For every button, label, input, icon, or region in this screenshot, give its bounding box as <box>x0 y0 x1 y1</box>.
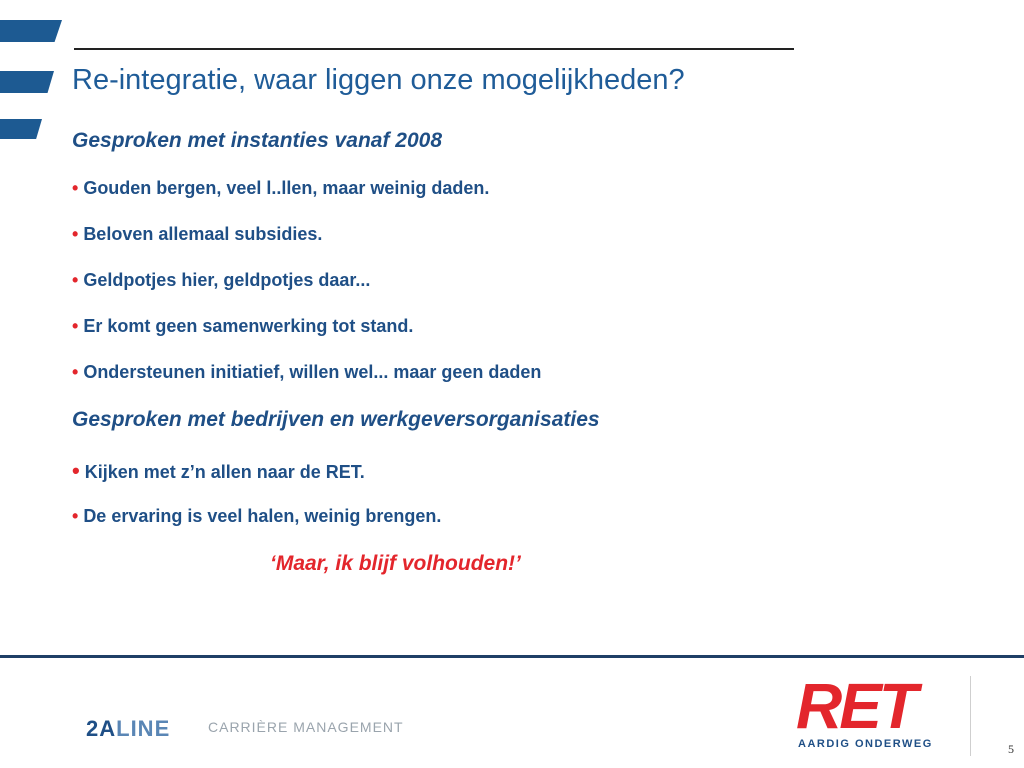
2aline-logo-rest: LINE <box>116 716 171 741</box>
bullet-text: Ondersteunen initiatief, willen wel... maar geen daden <box>83 362 542 382</box>
bullet-item <box>72 506 441 527</box>
bullet-dot: • <box>72 224 79 244</box>
bullet-item <box>72 224 322 245</box>
ret-logo <box>796 670 976 752</box>
page-number: 5 <box>1008 742 1014 756</box>
title-rule <box>74 48 794 50</box>
bullet-dot: • <box>72 458 80 483</box>
ret-logo-tagline: AARDIG ONDERWEG <box>798 738 933 750</box>
bullet-text: Geldpotjes hier, geldpotjes daar... <box>83 270 371 290</box>
bullet-text: Gouden bergen, veel l..llen, maar weinig daden. <box>83 178 490 198</box>
decorative-bar-middle <box>0 71 54 93</box>
bullet-dot: • <box>72 270 79 290</box>
2aline-tagline: CARRIÈRE MANAGEMENT <box>208 719 404 735</box>
slide-title: Re-integratie, waar liggen onze mogelijkheden? <box>72 64 685 96</box>
footer-rule <box>0 655 1024 658</box>
bullet-item <box>72 316 413 337</box>
decorative-bar-top <box>0 20 62 42</box>
bullet-item <box>72 458 365 484</box>
bullet-item <box>72 270 370 291</box>
bullet-text: Kijken met z’n allen naar de RET. <box>84 462 365 482</box>
2aline-logo-main: 2A <box>86 716 117 741</box>
bullet-item <box>72 362 541 383</box>
bullet-text: De ervaring is veel halen, weinig brengen. <box>83 506 442 526</box>
closing-quote: ‘Maar, ik blijf volhouden!’ <box>270 552 521 575</box>
section-heading-instanties: Gesproken met instanties vanaf 2008 <box>72 129 442 152</box>
footer-divider <box>970 676 971 756</box>
bullet-dot: • <box>72 506 79 526</box>
bullet-text: Beloven allemaal subsidies. <box>83 224 323 244</box>
bullet-dot: • <box>72 178 79 198</box>
bullet-dot: • <box>72 316 79 336</box>
decorative-bar-bottom <box>0 119 42 139</box>
section-heading-bedrijven: Gesproken met bedrijven en werkgeversorganisaties <box>72 408 600 431</box>
2aline-logo <box>86 716 170 742</box>
bullet-dot: • <box>72 362 79 382</box>
bullet-text: Er komt geen samenwerking tot stand. <box>83 316 414 336</box>
bullet-item <box>72 178 489 199</box>
ret-logo-wordmark: RET <box>796 670 915 742</box>
